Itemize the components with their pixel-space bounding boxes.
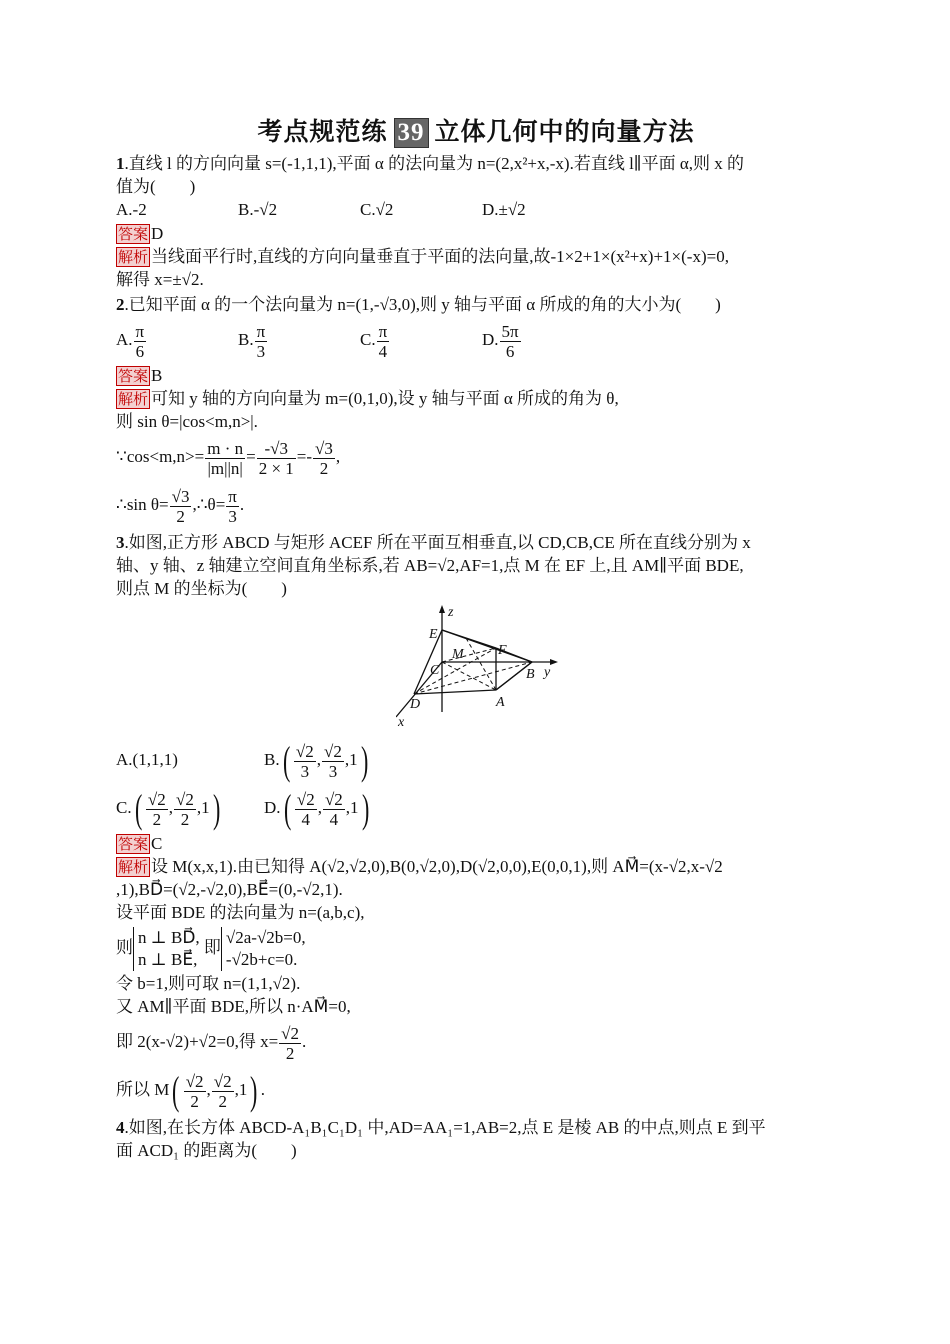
fraction — [170, 487, 192, 526]
q4-number: 4 — [116, 1118, 125, 1137]
q2-option-a[interactable] — [116, 316, 238, 364]
answer-tag: 答案 — [118, 225, 149, 243]
q3-stem-text: .如图,正方形 ABCD 与矩形 ACEF 所在平面互相垂直,以 CD,CB,CE 所在直线分别为 x — [124, 533, 751, 552]
option-label: D. — [482, 330, 499, 349]
numerator: √2 — [147, 789, 166, 809]
q1-stem-line2: 值为( ) — [116, 177, 196, 196]
fraction — [146, 790, 168, 829]
q2-answer-value: B — [151, 366, 163, 385]
q2-answer — [116, 364, 836, 387]
denominator: 3 — [300, 761, 310, 781]
q1-stem-line1 — [116, 152, 836, 175]
q3-analysis-line5: 又 AM∥平面 BDE,所以 n·AM⃗=0, — [116, 997, 351, 1016]
question-2 — [116, 293, 836, 529]
numerator: √2 — [213, 1071, 232, 1091]
q3-option-a[interactable]: A.(1,1,1) — [116, 750, 178, 769]
answer-tag: 答案 — [118, 835, 149, 853]
fraction — [294, 742, 316, 781]
q1-number: 1 — [116, 154, 125, 173]
q4-stem-line2: 面 ACD₁ 的距离为( ) — [116, 1141, 297, 1160]
title-number-badge: 39 — [394, 118, 429, 148]
system2-line2: -√2b+c=0. — [225, 950, 298, 970]
label-F: F — [498, 643, 507, 658]
fraction — [313, 439, 335, 478]
fraction — [174, 790, 196, 829]
y-arrow-icon — [550, 659, 558, 665]
q2-cos-line — [116, 433, 836, 481]
q1-answer-value: D — [151, 224, 164, 243]
q3-option-d[interactable]: D.( $\frac{√2}{4}$ , $\frac{√2}{4}$ ,1) — [264, 786, 369, 832]
denominator: 6 — [505, 341, 515, 361]
period: . — [239, 495, 245, 514]
label-A: A — [496, 695, 505, 710]
numerator: √2 — [176, 789, 194, 809]
analysis-tag: 解析 — [118, 858, 149, 876]
then-word: 则 — [116, 938, 133, 957]
option-tail: ,1 — [344, 750, 358, 769]
edge-ED — [414, 630, 442, 694]
numerator: √3 — [171, 486, 190, 506]
q3-analysis-line6 — [116, 1018, 836, 1066]
q3-analysis-line3: 设平面 BDE 的法向量为 n=(a,b,c), — [116, 903, 365, 922]
q3-options-row2 — [116, 784, 836, 832]
denominator: 4 — [301, 809, 311, 829]
label-M: M — [452, 647, 464, 662]
denominator: 2 — [319, 458, 329, 478]
z-arrow-icon — [439, 605, 445, 613]
analysis-tag: 解析 — [118, 248, 149, 266]
numerator: π — [228, 486, 237, 506]
title-prefix: 考点规范练 — [257, 117, 388, 146]
q2-option-b[interactable] — [238, 316, 360, 364]
numerator: m · n — [207, 438, 244, 458]
sin-prefix: ∴sin θ= — [116, 495, 169, 514]
q3-system-line — [116, 924, 836, 972]
question-1 — [116, 152, 836, 291]
therefore-theta: ,∴θ= — [192, 495, 226, 514]
q3-geometry-figure — [116, 604, 836, 730]
q1-stem-text: .直线 l 的方向向量 s=(-1,1,1),平面 α 的法向量为 n=(2,x²+x,-x).若直线 l∥平面 α,则 x 的 — [124, 154, 745, 173]
q3-analysis-line7: 所以 M( $\frac{√2}{2}$ , $\frac{√2}{2}$ ,1) . — [116, 1068, 265, 1114]
label-E: E — [429, 627, 438, 642]
fraction — [212, 1072, 234, 1111]
denominator: 2 — [180, 809, 190, 829]
q3-analysis-text: 设 M(x,x,1).由已知得 A(√2,√2,0),B(0,√2,0),D(√2,0,0),E(0,0,1),则 AM⃗=(x-√2,x-√2 — [151, 857, 723, 876]
q2-option-c[interactable] — [360, 316, 482, 364]
q3-number: 3 — [116, 533, 125, 552]
fraction — [134, 322, 147, 361]
q3-stem-line3: 则点 M 的坐标为( ) — [116, 579, 287, 598]
fraction — [205, 439, 245, 478]
q3-option-c[interactable]: C.( $\frac{√2}{2}$ , $\frac{√2}{2}$ ,1) — [116, 786, 220, 832]
q2-sin-line — [116, 481, 836, 529]
q3-stem-line2: 轴、y 轴、z 轴建立空间直角坐标系,若 AB=√2,AF=1,点 M 在 EF 上,且 AM∥平面 BDE, — [116, 556, 744, 575]
fraction — [323, 790, 345, 829]
numerator: π — [135, 321, 145, 341]
q3-option-b[interactable]: B.( $\frac{√2}{3}$ , $\frac{√2}{3}$ ,1) — [264, 738, 368, 784]
fraction — [500, 322, 521, 361]
fraction — [257, 439, 296, 478]
question-3 — [116, 531, 836, 1114]
label-C: C — [430, 663, 440, 678]
option-tail: ,1 — [196, 798, 210, 817]
numerator: √2 — [324, 741, 342, 761]
fraction — [322, 742, 344, 781]
numerator: √2 — [295, 741, 314, 761]
denominator: 2 × 1 — [258, 458, 294, 478]
option-label: B. — [264, 750, 280, 769]
denominator: 2 — [176, 506, 185, 526]
numerator: √2 — [324, 789, 343, 809]
q1-analysis-line2: 解得 x=±√2. — [116, 270, 204, 289]
numerator: √3 — [315, 438, 333, 458]
numerator: √2 — [296, 789, 315, 809]
label-z: z — [448, 605, 454, 620]
option-label: D. — [264, 798, 281, 817]
option-tail: ,1 — [345, 798, 359, 817]
denominator: 2 — [190, 1091, 199, 1111]
label-y: y — [544, 665, 551, 680]
denominator: 2 — [218, 1091, 227, 1111]
system1-line2: n ⊥ BE⃗, — [138, 950, 198, 970]
numerator: -√3 — [257, 439, 296, 459]
q3-stem-line1 — [116, 531, 836, 554]
numerator: π — [378, 321, 388, 341]
answer-tag: 答案 — [118, 367, 149, 385]
q1-option-d[interactable]: D.±√2 — [482, 200, 526, 219]
label-B: B — [526, 667, 535, 682]
denominator: 4 — [378, 341, 388, 361]
option-label: A. — [116, 330, 133, 349]
fraction — [255, 322, 268, 361]
q3-analysis-line2: ,1),BD⃗=(√2,-√2,0),BE⃗=(0,-√2,1). — [116, 880, 343, 899]
q3-answer-value: C — [151, 834, 163, 853]
q1-option-c[interactable]: C.√2 — [360, 200, 394, 219]
q3-analysis-line4: 令 b=1,则可取 n=(1,1,√2). — [116, 974, 301, 993]
q1-answer — [116, 222, 836, 245]
denominator: 2 — [285, 1043, 295, 1063]
q1-option-b[interactable]: B.-√2 — [238, 200, 278, 219]
comma: , — [335, 447, 341, 466]
equals: = — [246, 447, 256, 466]
denominator: 4 — [329, 809, 339, 829]
q2-option-d[interactable] — [482, 316, 604, 364]
q2-number: 2 — [116, 295, 125, 314]
denominator: 3 — [328, 761, 338, 781]
q4-stem-line1 — [116, 1116, 836, 1139]
fraction — [184, 1072, 206, 1111]
equation-system-2 — [221, 927, 306, 971]
equation-system-1 — [133, 927, 200, 971]
option-label: C. — [360, 330, 376, 349]
cos-prefix: ∵cos<m,n>= — [116, 447, 205, 466]
fraction — [377, 322, 390, 361]
option-label: B. — [238, 330, 254, 349]
period: . — [302, 1032, 307, 1051]
label-D: D — [410, 697, 421, 712]
q3-answer — [116, 832, 836, 855]
q2-stem-text: .已知平面 α 的一个法向量为 n=(1,-√3,0),则 y 轴与平面 α 所成的角的大小为( ) — [124, 295, 721, 314]
q2-analysis-line1 — [116, 387, 836, 410]
fraction — [279, 1024, 301, 1063]
denominator: |m||n| — [207, 458, 243, 478]
q2-stem — [116, 293, 836, 316]
line7-tail: ,1 — [234, 1080, 248, 1099]
equals-minus: =- — [296, 447, 313, 466]
line6-prefix: 即 2(x-√2)+√2=0,得 x= — [116, 1032, 279, 1051]
q1-options — [116, 198, 836, 222]
option-label: C. — [116, 798, 132, 817]
numerator: √2 — [185, 1071, 204, 1091]
q3-analysis-line1 — [116, 855, 836, 878]
system1-line1: n ⊥ BD⃗, — [138, 928, 200, 948]
solid-figure-diagram — [396, 604, 576, 730]
analysis-tag: 解析 — [118, 390, 149, 408]
page-title — [116, 112, 836, 148]
denominator: 3 — [228, 506, 237, 526]
q1-option-a[interactable]: A.-2 — [116, 200, 147, 219]
namely-word: 即 — [203, 938, 221, 957]
line7-prefix: 所以 M — [116, 1080, 170, 1099]
dashed-CF — [442, 648, 496, 662]
denominator: 2 — [152, 809, 162, 829]
worksheet-page — [116, 112, 836, 1162]
system2-line1: √2a-√2b=0, — [225, 928, 306, 948]
numerator: π — [256, 321, 266, 341]
label-x: x — [398, 715, 405, 730]
numerator: √2 — [281, 1023, 299, 1043]
period: . — [260, 1080, 265, 1099]
q2-analysis-text: 可知 y 轴的方向向量为 m=(0,1,0),设 y 轴与平面 α 所成的角为 θ, — [151, 389, 619, 408]
fraction — [226, 487, 239, 526]
numerator: 5π — [501, 321, 519, 341]
edge-DA — [414, 690, 496, 694]
question-4 — [116, 1116, 836, 1162]
denominator: 3 — [256, 341, 266, 361]
q2-analysis-line2: 则 sin θ=|cos<m,n>|. — [116, 412, 258, 431]
q2-options — [116, 316, 836, 364]
q1-analysis-text: 当线面平行时,直线的方向向量垂直于平面的法向量,故-1×2+1×(x²+x)+1×(-x)=0, — [151, 247, 729, 266]
fraction — [295, 790, 317, 829]
title-suffix: 立体几何中的向量方法 — [434, 117, 695, 146]
denominator: 6 — [135, 341, 145, 361]
q1-analysis-line1 — [116, 245, 836, 268]
q4-stem-text: .如图,在长方体 ABCD-A₁B₁C₁D₁ 中,AD=AA₁=1,AB=2,点 E 是棱 AB 的中点,则点 E 到平 — [124, 1118, 766, 1137]
q3-options-row1 — [116, 736, 836, 784]
